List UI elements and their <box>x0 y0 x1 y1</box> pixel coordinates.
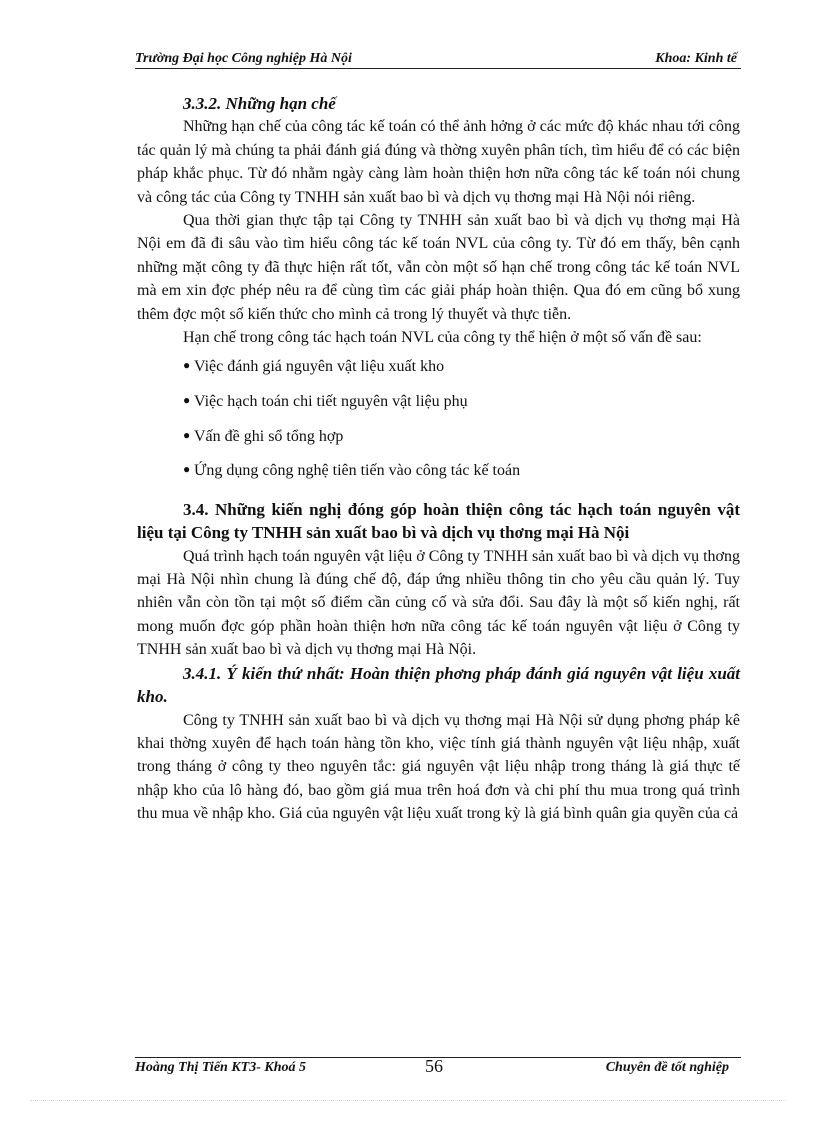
page-footer <box>135 1057 741 1080</box>
heading-3-4: 3.4. Những kiến nghị đóng góp hoàn thiện công tác hạch toán nguyên vật liệu tại Công ty TNHH sản xuất bao bì và dịch vụ thơng mại Hà Nội <box>137 499 740 543</box>
paragraph: Những hạn chế của công tác kế toán có thể ảnh hởng ở các mức độ khác nhau tới công tác quản lý mà chúng ta phải đánh giá đúng và thờng xuyên phân tích, tìm hiểu để có các biện pháp khắc phục. Từ đó nhằm ngày càng làm hoàn thiện hơn nữa công tác kế toán nói chung và công tác của Công ty TNHH sản xuất bao bì và dịch vụ thơng mại Hà Nội nói riêng. <box>137 118 740 206</box>
list-item-text: Việc hạch toán chi tiết nguyên vật liệu phụ <box>194 393 468 411</box>
bullet-icon: ● <box>183 393 191 408</box>
header-school: Trường Đại học Công nghiệp Hà Nội <box>135 51 352 66</box>
paragraph: Công ty TNHH sản xuất bao bì và dịch vụ thơng mại Hà Nội sử dụng phơng pháp kê khai thờng xuyên để hạch toán hàng tồn kho, việc tính giá thành nguyên vật liệu nhập, xuất trong tháng ở công ty theo nguyên tắc: giá nguyên vật liệu nhập trong tháng là giá thực tế nhập kho của lô hàng đó, bao gồm giá mua trên hoá đơn và chi phí thu mua trong quá trình thu mua về nhập kho. Giá của nguyên vật liệu xuất trong kỳ là giá bình quân gia quyền của cả <box>137 711 740 823</box>
bullet-icon: ● <box>183 427 191 442</box>
heading-3-3-2: 3.3.2. Những hạn chế <box>183 94 336 113</box>
page-number: 56 <box>425 1056 443 1076</box>
paragraph: Quá trình hạch toán nguyên vật liệu ở Công ty TNHH sản xuất bao bì và dịch vụ thơng mại Hà Nội nhìn chung là đúng chế độ, đáp ứng nhiều thông tin cho yêu cầu quản lý. Tuy nhiên vẫn còn tồn tại một số điểm cần củng cố và sửa đổi. Sau đây là một số kiến nghị, rất mong muốn đợc góp phần hoàn thiện hơn nữa công tác kế toán nguyên vật liệu ở Công ty TNHH sản xuất bao bì và dịch vụ thơng mại Hà Nội. <box>137 547 740 659</box>
document-body <box>137 92 740 826</box>
list-item-text: Vấn đề ghi sổ tổng hợp <box>194 427 344 445</box>
list-item <box>183 459 740 494</box>
footer-author: Hoàng Thị Tiến KT3- Khoá 5 <box>135 1060 307 1075</box>
page-bottom-divider <box>30 1100 786 1101</box>
heading-3-4-1: 3.4.1. Ý kiến thứ nhất: Hoàn thiện phơng pháp đánh giá nguyên vật liệu xuất kho. <box>137 663 740 707</box>
list-item-text: Việc đánh giá nguyên vật liệu xuất kho <box>194 358 445 376</box>
footer-title: Chuyên đề tốt nghiệp <box>605 1060 729 1075</box>
header-faculty: Khoa: Kinh tế <box>655 51 737 66</box>
list-item <box>183 390 740 425</box>
list-item <box>183 425 740 460</box>
bullet-icon: ● <box>183 462 191 477</box>
paragraph: Qua thời gian thực tập tại Công ty TNHH sản xuất bao bì và dịch vụ thơng mại Hà Nội em đã đi sâu vào tìm hiểu công tác kế toán NVL của công ty. Từ đó em thấy, bên cạnh những mặt công ty đã thực hiện rất tốt, vẫn còn một số hạn chế trong công tác kế toán NVL mà em xin đợc phép nêu ra để cùng tìm các giải pháp hoàn thiện. Qua đó em cũng bổ xung thêm đợc một số kiến thức cho mình cả trong lý thuyết và thực tiễn. <box>137 212 740 323</box>
limitations-list <box>183 355 740 493</box>
paragraph: Hạn chế trong công tác hạch toán NVL của công ty thể hiện ở một số vấn đề sau: <box>183 329 702 347</box>
page-header <box>135 50 741 69</box>
list-item <box>183 355 740 390</box>
bullet-icon: ● <box>183 358 191 373</box>
list-item-text: Ứng dụng công nghệ tiên tiến vào công tác kế toán <box>194 462 521 480</box>
